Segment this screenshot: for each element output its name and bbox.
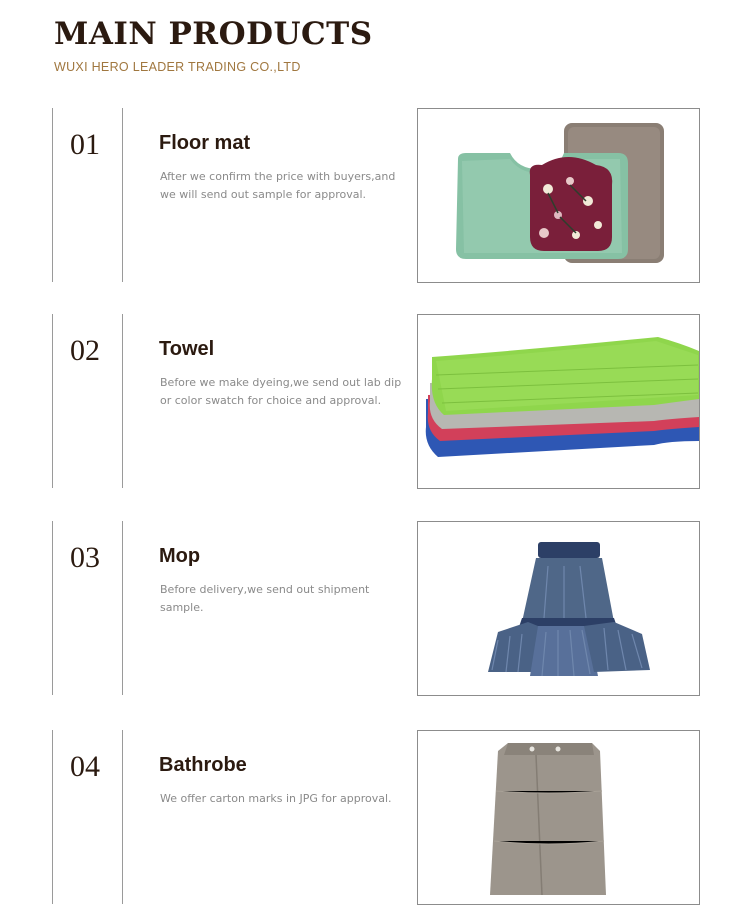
product-row-mop bbox=[0, 521, 750, 696]
divider-line bbox=[122, 521, 123, 695]
product-description: After we confirm the price with buyers,and we will send out sample for approval. bbox=[160, 170, 396, 201]
divider-line bbox=[52, 730, 53, 904]
product-description: Before we make dyeing,we send out lab dip or color swatch for choice and approval. bbox=[160, 376, 402, 407]
product-name: Floor mat bbox=[159, 132, 251, 154]
product-number: 03 bbox=[70, 541, 100, 574]
divider-line bbox=[122, 108, 123, 282]
product-number: 01 bbox=[70, 128, 100, 161]
product-description: Before delivery,we send out shipment sample. bbox=[160, 583, 370, 614]
bath-wrap-image bbox=[417, 730, 700, 905]
divider-line bbox=[52, 521, 53, 695]
divider-line bbox=[52, 108, 53, 282]
page-title: MAIN PRODUCTS bbox=[54, 16, 373, 52]
product-number: 04 bbox=[70, 750, 100, 783]
product-name: Towel bbox=[159, 338, 215, 360]
product-row-floor-mat bbox=[0, 108, 750, 283]
divider-line bbox=[122, 730, 123, 904]
floor-mat-image bbox=[417, 108, 700, 283]
product-name: Mop bbox=[159, 545, 201, 567]
mop-head-image bbox=[417, 521, 700, 696]
towel-stack-image bbox=[417, 314, 700, 489]
product-description: We offer carton marks in JPG for approval. bbox=[160, 792, 392, 805]
product-number: 02 bbox=[70, 334, 100, 367]
product-name: Bathrobe bbox=[159, 754, 247, 776]
company-name: WUXI HERO LEADER TRADING CO.,LTD bbox=[54, 60, 301, 74]
product-row-bathrobe bbox=[0, 730, 750, 905]
divider-line bbox=[122, 314, 123, 488]
product-row-towel bbox=[0, 314, 750, 489]
divider-line bbox=[52, 314, 53, 488]
